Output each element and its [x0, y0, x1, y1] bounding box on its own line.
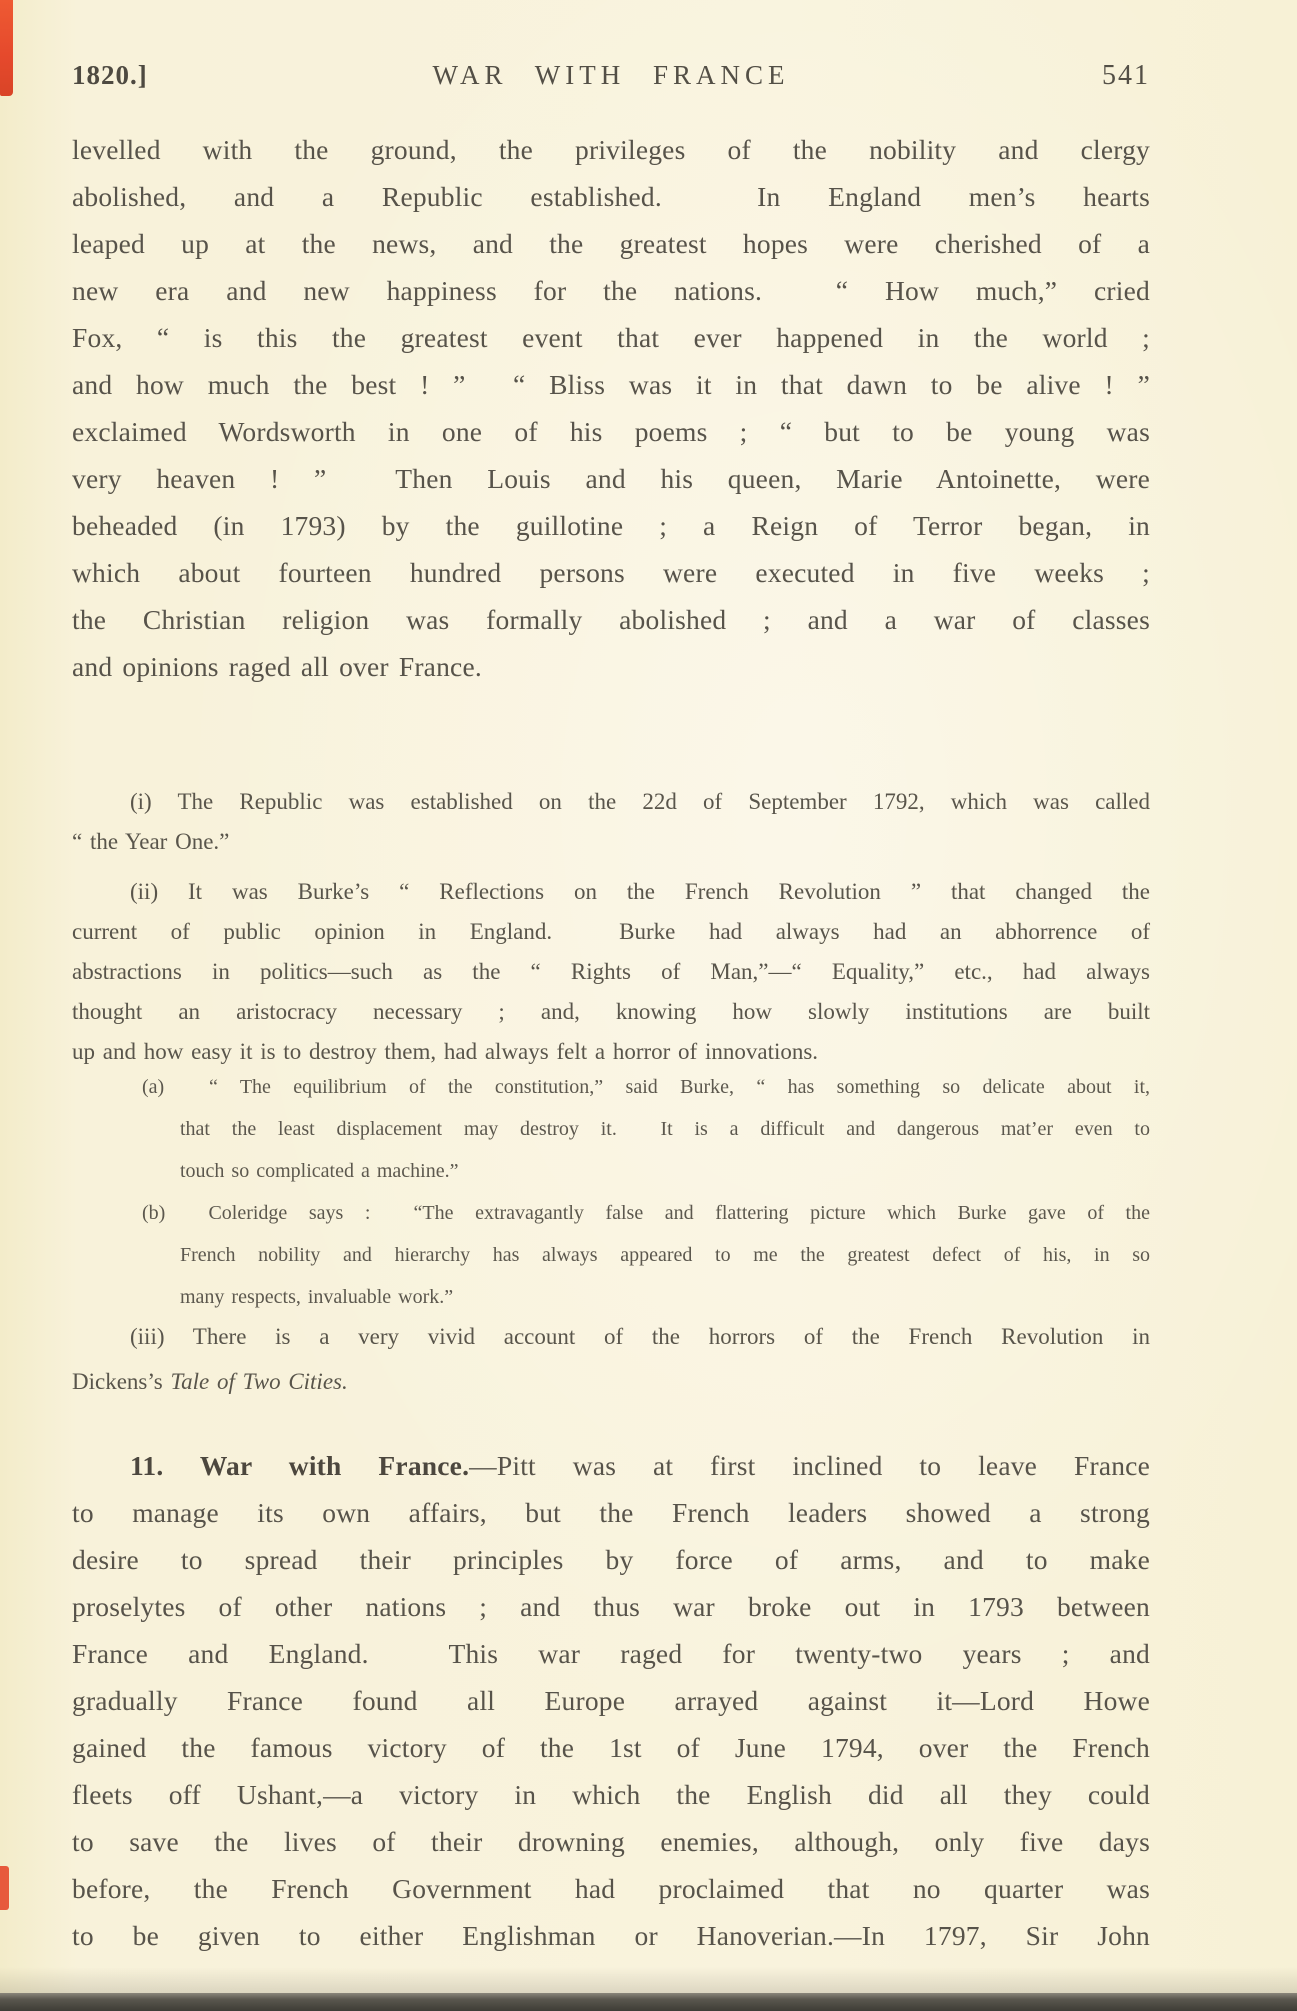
text-line: very heaven ! ” Then Louis and his queen, Marie Antoinette, were [72, 463, 1150, 494]
text-line: France and England. This war raged for twenty-two years ; and [72, 1638, 1150, 1669]
text-line: beheaded (in 1793) by the guillotine ; a Reign of Terror began, in [72, 510, 1150, 541]
text-line [72, 1442, 1150, 1489]
footnote-a [142, 1066, 1150, 1192]
text-line: gradually France found all Europe arrayed against it—Lord Howe [72, 1685, 1150, 1716]
text-line: new era and new happiness for the nations. “ How much,” cried [72, 275, 1150, 306]
text-line: to be given to either Englishman or Hanoverian.—In 1797, Sir John [72, 1920, 1150, 1951]
text-line: which about fourteen hundred persons were executed in five weeks ; [72, 557, 1150, 588]
text-line: up and how easy it is to destroy them, had always felt a horror of innovations. [72, 1039, 819, 1064]
text-line: gained the famous victory of the 1st of June 1794, over the French [72, 1732, 1150, 1763]
footnote-b [142, 1192, 1150, 1318]
section-paragraph-war-with-france [72, 1442, 1150, 1959]
body-paragraph [72, 126, 1150, 690]
text-segment: Dickens’s [72, 1369, 171, 1394]
footnote-i [72, 782, 1150, 862]
text-line: desire to spread their principles by force of arms, and to make [72, 1544, 1150, 1575]
page-bottom-shadow [0, 1967, 1297, 1993]
red-edge-mark-bottom [0, 1866, 9, 1910]
text-line: current of public opinion in England. Burke had always had an abhorrence of [72, 919, 1150, 944]
text-line: to manage its own affairs, but the French leaders showed a strong [72, 1497, 1150, 1528]
text-line: levelled with the ground, the privileges of the nobility and clergy [72, 134, 1150, 165]
text-line: many respects, invaluable work.” [180, 1286, 454, 1308]
text-line: fleets off Ushant,—a victory in which the English did all they could [72, 1779, 1150, 1810]
red-edge-mark-top [0, 0, 13, 96]
page-title: WAR WITH FRANCE [432, 60, 790, 90]
footnote-iii [72, 1314, 1150, 1404]
footnote-ii [72, 872, 1150, 1072]
text-line: touch so complicated a machine.” [180, 1160, 459, 1182]
text-line: abolished, and a Republic established. In England men’s hearts [72, 181, 1150, 212]
text-line: the Christian religion was formally abolished ; and a war of classes [72, 604, 1150, 635]
page-bottom-edge [0, 1993, 1297, 2011]
text-line [72, 1359, 1150, 1404]
page-number: 541 [1102, 60, 1150, 91]
text-line: proselytes of other nations ; and thus war broke out in 1793 between [72, 1591, 1150, 1622]
bold-text-segment: 11. War with France. [130, 1450, 470, 1481]
text-line: (i) The Republic was established on the 22d of September 1792, which was called [130, 789, 1150, 814]
text-line: exclaimed Wordsworth in one of his poems ; “ but to be young was [72, 416, 1150, 447]
text-line: before, the French Government had proclaimed that no quarter was [72, 1873, 1150, 1904]
page-header [72, 60, 1150, 104]
text-line: and how much the best ! ” “ Bliss was it in that dawn to be alive ! ” [72, 369, 1150, 400]
text-line: and opinions raged all over France. [72, 651, 482, 682]
header-year-label: 1820.] [72, 60, 148, 90]
text-line: that the least displacement may destroy it. It is a difficult and dangerous mat’er even to [180, 1118, 1150, 1140]
text-line: thought an aristocracy necessary ; and, knowing how slowly institutions are built [72, 999, 1150, 1024]
text-line: “ the Year One.” [72, 829, 230, 854]
italic-text-segment: Tale of Two Cities. [170, 1369, 348, 1394]
text-line: Fox, “ is this the greatest event that ever happened in the world ; [72, 322, 1150, 353]
text-line: to save the lives of their drowning enemies, although, only five days [72, 1826, 1150, 1857]
text-line: French nobility and hierarchy has always appeared to me the greatest defect of his, in so [180, 1244, 1150, 1266]
text-line: abstractions in politics—such as the “ Rights of Man,”—“ Equality,” etc., had always [72, 959, 1150, 984]
text-line: (b) Coleridge says : “The extravagantly false and flattering picture which Burke gave of the [142, 1202, 1150, 1224]
text-segment: —Pitt was at first inclined to leave France [469, 1450, 1150, 1481]
text-line: leaped up at the news, and the greatest hopes were cherished of a [72, 228, 1150, 259]
text-line: (ii) It was Burke’s “ Reflections on the French Revolution ” that changed the [130, 879, 1150, 904]
text-line: (a) “ The equilibrium of the constitution,” said Burke, “ has something so delicate about it, [142, 1076, 1150, 1098]
text-line: (iii) There is a very vivid account of the horrors of the French Revolution in [130, 1324, 1150, 1349]
